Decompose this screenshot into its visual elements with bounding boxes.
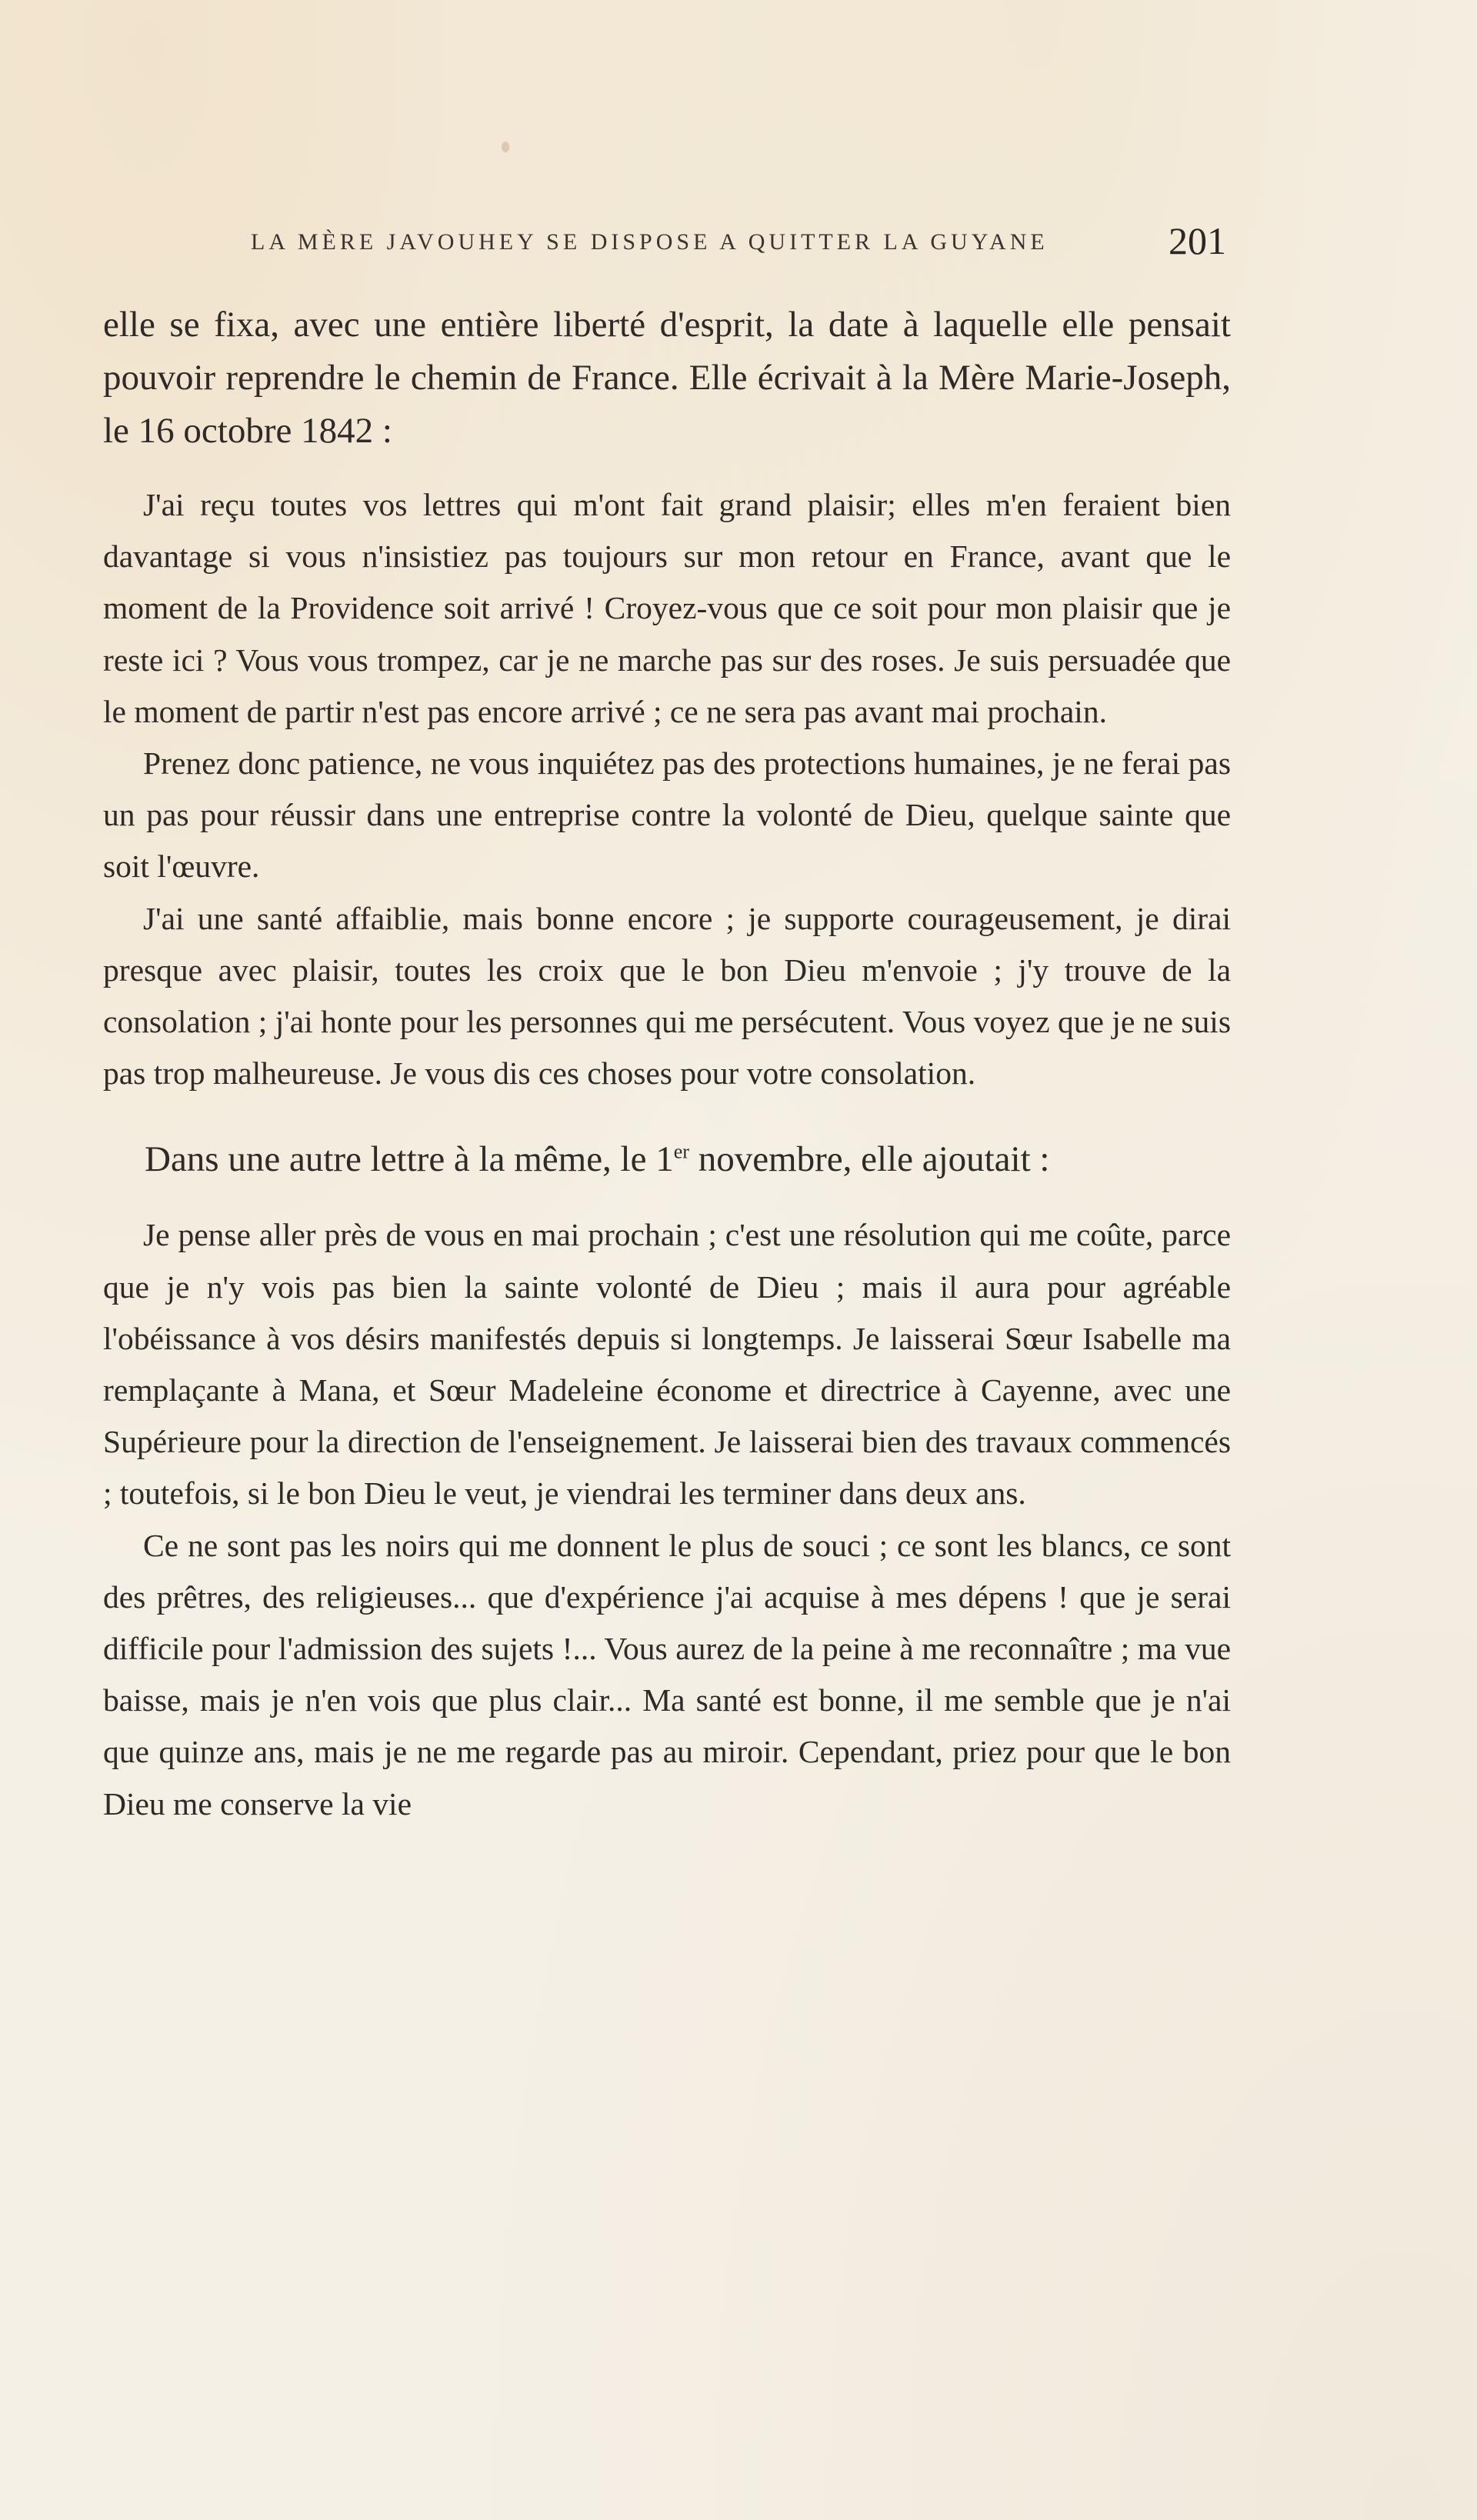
transition-paragraph <box>103 1133 1231 1186</box>
letter-1-paragraph: J'ai une santé affaiblie, mais bonne encore ; je supporte courageusement, je dirai presque avec plaisir, toutes les croix que le bon Dieu m'envoie ; j'y trouve de la consolation ; j'ai honte pour les personnes qui me persécutent. Vous voyez que je ne suis pas trop malheureuse. Je vous dis ces choses pour votre consolation. <box>103 900 1231 1092</box>
transition-text-end: novembre, elle ajoutait : <box>688 1139 1050 1180</box>
letter-1-paragraph: J'ai reçu toutes vos lettres qui m'ont fait grand plaisir; elles m'en feraient bien davantage si vous n'insistiez pas toujours sur mon retour en France, avant que le moment de la Providence soit arrivé ! Croyez-vous que ce soit pour mon plaisir que je reste ici ? Vous vous trompez, car je ne marche pas sur des roses. Je suis persuadée que le moment de partir n'est pas encore arrivé ; ce ne sera pas avant mai prochain. <box>103 487 1231 729</box>
letter-1-paragraph: Prenez donc patience, ne vous inquiétez pas des protections humaines, je ne ferai pas un pas pour réussir dans une entreprise contre la volonté de Dieu, quelque sainte que soit l'œuvre. <box>103 745 1231 885</box>
running-title: LA MÈRE JAVOUHEY SE DISPOSE A QUITTER LA GUYANE <box>251 229 1049 255</box>
letter-quote-1 <box>103 479 1231 1099</box>
running-head <box>251 217 1226 263</box>
ink-spot <box>502 142 509 152</box>
letter-2-paragraph: Je pense aller près de vous en mai prochain ; c'est une résolution qui me coûte, parce que je n'y vois pas bien la sainte volonté de Dieu ; mais il aura pour agréable l'obéissance à vos désirs manifestés depuis si longtemps. Je laisserai Sœur Isabelle ma remplaçante à Mana, et Sœur Madeleine économe et directrice à Cayenne, avec une Supérieure pour la direction de l'enseignement. Je laisserai bien des travaux commencés ; toutefois, si le bon Dieu le veut, je viendrai les terminer dans deux ans. <box>103 1217 1231 1512</box>
intro-paragraph: elle se fixa, avec une entière liberté d'esprit, la date à laquelle elle pensait pouvoir reprendre le chemin de France. Elle écrivait à la Mère Marie-Joseph, le 16 octobre 1842 : <box>103 305 1231 451</box>
text-block <box>103 298 1231 1830</box>
transition-text: Dans une autre lettre à la même, le 1 <box>145 1139 674 1180</box>
letter-2-paragraph: Ce ne sont pas les noirs qui me donnent le plus de souci ; ce sont les blancs, ce sont des prêtres, des religieuses... que d'expérience j'ai acquise à mes dépens ! que je serai difficile pour l'admission des sujets !... Vous aurez de la peine à me reconnaître ; ma vue baisse, mais je n'en vois que plus clair... Ma santé est bonne, il me semble que je n'ai que quinze ans, mais je ne me regarde pas au miroir. Cependant, priez pour que le bon Dieu me conserve la vie <box>103 1527 1231 1822</box>
ordinal-superscript: er <box>673 1140 689 1163</box>
letter-quote-2 <box>103 1209 1231 1829</box>
page-number: 201 <box>1169 219 1226 262</box>
